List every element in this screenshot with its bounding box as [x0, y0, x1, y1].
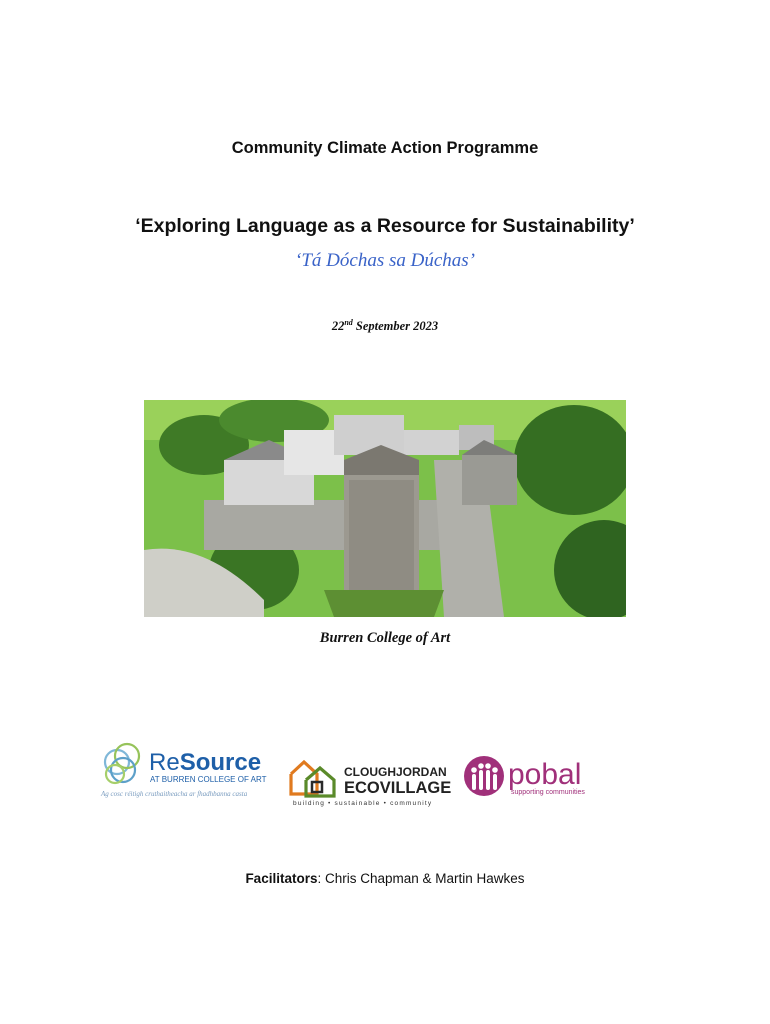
ecovillage-tagline: building • sustainable • community: [293, 800, 433, 807]
resource-logo: [95, 742, 270, 800]
aerial-photo: [144, 400, 626, 617]
house-icon: [291, 762, 334, 796]
facilitators-label: Facilitators: [245, 871, 318, 886]
irish-subtitle: ‘Tá Dóchas sa Dúchas’: [295, 250, 475, 271]
ecovillage-line1: CLOUGHJORDAN: [344, 765, 447, 779]
ecovillage-line2: ECOVILLAGE: [344, 779, 452, 797]
resource-irish-tagline: Ag cosc réitigh cruthaitheacha ar fhadhbanna casta: [101, 790, 248, 798]
pobal-tagline: supporting communities: [511, 789, 585, 796]
photo-caption: Burren College of Art: [319, 630, 451, 646]
pobal-logo: [464, 754, 599, 800]
pobal-name: pobal: [508, 758, 582, 791]
date-day: 22: [331, 319, 345, 334]
facilitators-line: [0, 871, 770, 886]
facilitators-names: : Chris Chapman & Martin Hawkes: [317, 871, 525, 886]
event-date: [0, 318, 770, 334]
resource-knot-icon: [105, 744, 139, 783]
programme-title: Community Climate Action Programme: [231, 139, 539, 157]
document-title: ‘Exploring Language as a Resource for Sustainability’: [135, 215, 635, 237]
resource-name: ReSource: [149, 749, 262, 776]
date-month-year: September 2023: [352, 319, 439, 334]
date-suffix: nd: [344, 318, 353, 327]
resource-tagline: AT BURREN COLLEGE OF ART: [150, 775, 267, 784]
ecovillage-logo: [288, 752, 460, 808]
pobal-people-icon: [464, 756, 504, 796]
